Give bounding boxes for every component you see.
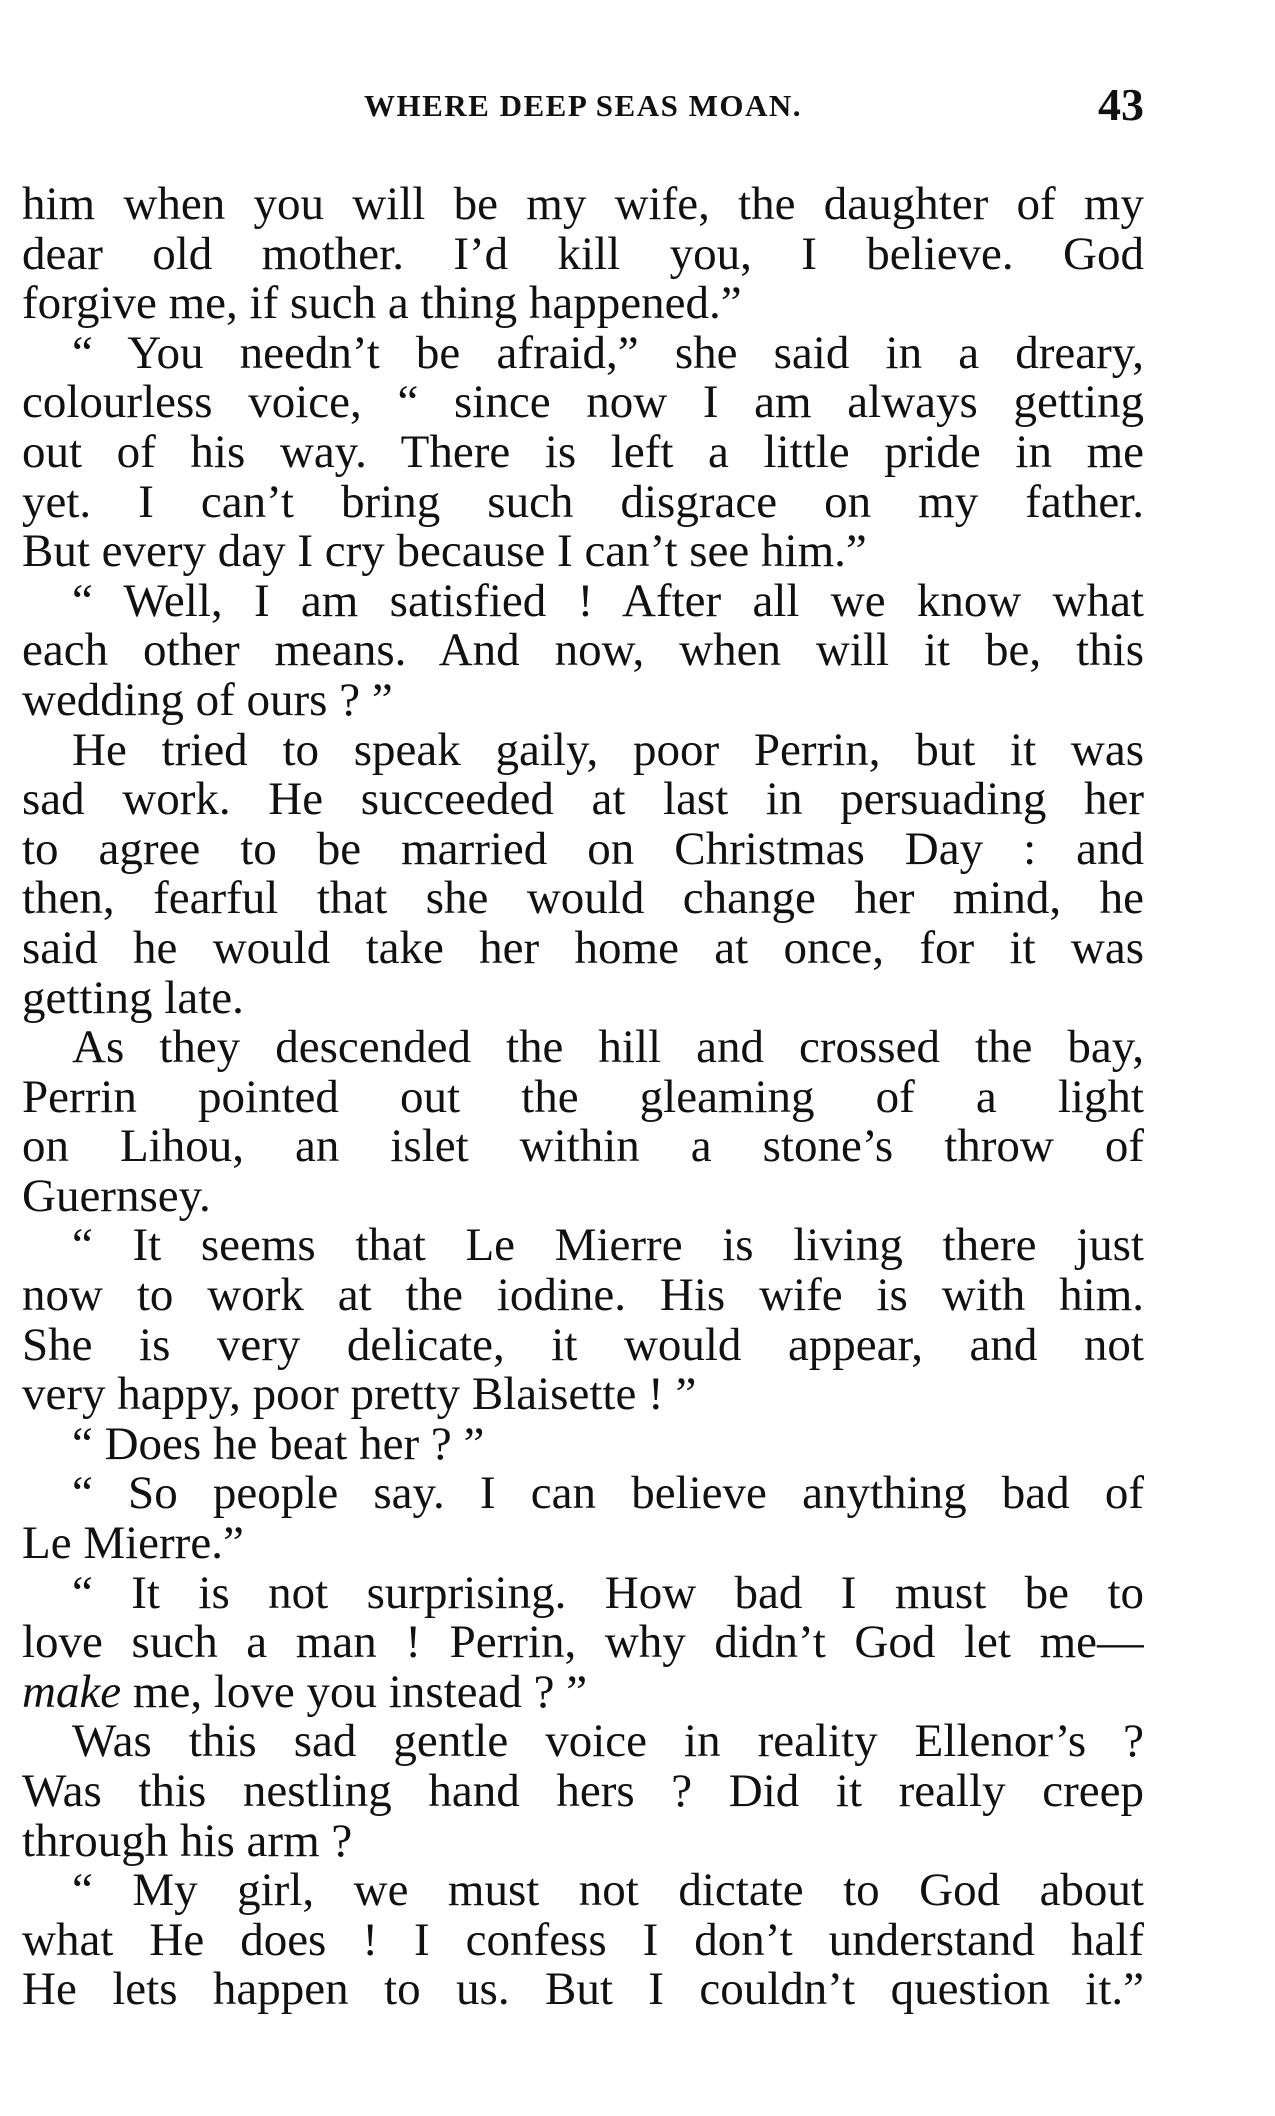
text-line: “ You needn’t be afraid,” she said in a dreary,: [72, 328, 1144, 379]
body-text: [22, 180, 1144, 2015]
text-line: wedding of ours ? ”: [22, 675, 393, 726]
text-fragment: me, love you instead ? ”: [121, 1667, 588, 1718]
text-line: each other means. And now, when will it be, this: [22, 626, 1144, 676]
italic-word: make: [22, 1667, 122, 1718]
text-line: to agree to be married on Christmas Day : and: [22, 824, 1144, 875]
text-line: then, fearful that she would change her mind, he: [22, 874, 1144, 924]
text-line: love such a man ! Perrin, why didn’t God let me—: [22, 1618, 1144, 1668]
text-line: “ Well, I am satisfied ! After all we know what: [72, 576, 1144, 627]
running-head: [22, 78, 1144, 134]
text-line: “ My girl, we must not dictate to God about: [72, 1866, 1144, 1916]
page-number: 43: [1098, 79, 1144, 130]
text-line: Guernsey.: [22, 1171, 211, 1222]
text-line: As they descended the hill and crossed the bay,: [72, 1023, 1144, 1073]
text-line: him when you will be my wife, the daughter of my: [22, 180, 1144, 230]
running-title: WHERE DEEP SEAS MOAN.: [363, 88, 802, 123]
text-line: what He does ! I confess I don’t understand half: [22, 1915, 1144, 1966]
text-line: getting late.: [22, 973, 244, 1024]
text-line: Le Mierre.”: [22, 1519, 244, 1569]
text-line: said he would take her home at once, for it was: [22, 923, 1144, 974]
text-line: Was this nestling hand hers ? Did it really creep: [22, 1767, 1144, 1817]
text-line: He lets happen to us. But I couldn’t question it.”: [22, 1965, 1144, 2015]
text-line: Perrin pointed out the gleaming of a light: [22, 1072, 1144, 1123]
text-line: out of his way. There is left a little pride in me: [22, 427, 1144, 478]
text-line: “ Does he beat her ? ”: [72, 1419, 485, 1470]
text-line: through his arm ?: [22, 1816, 353, 1867]
text-line: “ It is not surprising. How bad I must be to: [72, 1568, 1144, 1619]
text-line: Was this sad gentle voice in reality Ellenor’s ?: [72, 1717, 1144, 1767]
text-line: dear old mother. I’d kill you, I believe. God: [22, 229, 1144, 280]
text-line: He tried to speak gaily, poor Perrin, but it was: [72, 725, 1144, 776]
text-line: “ So people say. I can believe anything bad of: [72, 1469, 1144, 1520]
text-line: colourless voice, “ since now I am always getting: [22, 378, 1144, 428]
text-line: She is very delicate, it would appear, and not: [22, 1320, 1144, 1371]
text-line: very happy, poor pretty Blaisette ! ”: [22, 1370, 697, 1420]
text-line: on Lihou, an islet within a stone’s throw of: [22, 1122, 1144, 1172]
text-line: forgive me, if such a thing happened.”: [22, 279, 742, 329]
text-line: now to work at the iodine. His wife is with him.: [22, 1271, 1144, 1321]
text-line-with-italic: [22, 1668, 1144, 1718]
text-line: But every day I cry because I can’t see him.”: [22, 527, 867, 577]
text-line: sad work. He succeeded at last in persuading her: [22, 775, 1144, 825]
text-line: yet. I can’t bring such disgrace on my father.: [22, 477, 1144, 528]
text-line: “ It seems that Le Mierre is living there just: [72, 1221, 1144, 1272]
